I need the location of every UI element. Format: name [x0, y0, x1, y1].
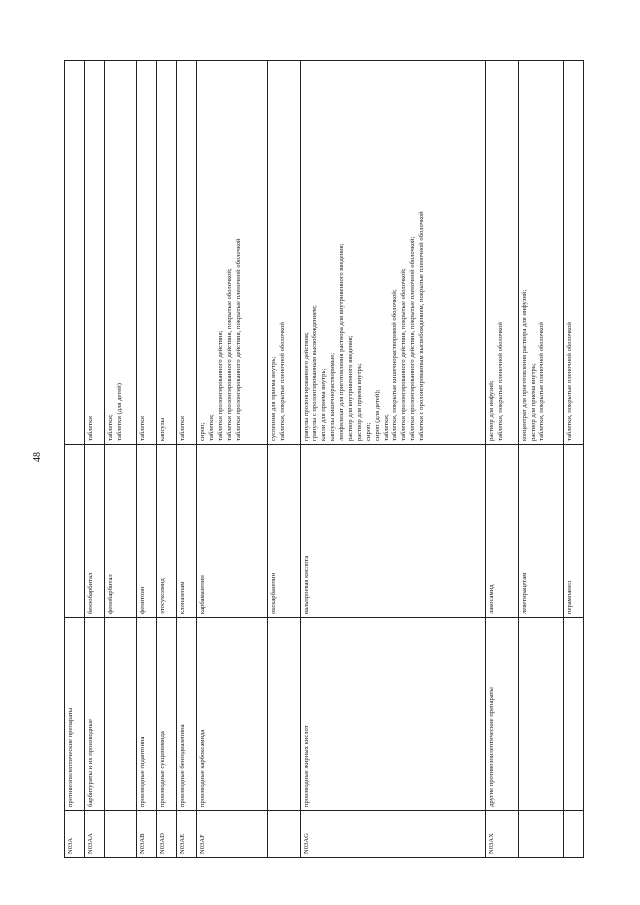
dosage-form-line: таблетки — [139, 416, 147, 441]
atc-code-cell: N03AE — [177, 811, 197, 858]
dosage-form-line: капсулы кишечнорастворимые; — [329, 353, 337, 441]
dosage-form-line: таблетки пролонгированного действия; — [216, 330, 224, 441]
atc-code-cell — [104, 811, 137, 858]
anatomic-therapeutic-group-cell — [564, 618, 584, 811]
dosage-form-line: таблетки; — [207, 414, 215, 441]
dosage-form-line: раствор для приема внутрь; — [529, 363, 537, 441]
drug-table — [64, 60, 584, 858]
drug-table-body — [65, 61, 584, 858]
anatomic-therapeutic-group-cell — [104, 618, 137, 811]
dosage-form-line: таблетки, покрытые пленочной оболочкой — [496, 322, 504, 441]
dosage-forms-cell — [518, 61, 563, 445]
anatomic-therapeutic-group-cell: производные сукцинимида — [157, 618, 177, 811]
dosage-forms-cell — [104, 61, 137, 445]
atc-code-cell — [564, 811, 584, 858]
dosage-form-line: таблетки пролонгированного действия, покрытые оболочкой; — [400, 268, 408, 441]
atc-code-cell: N03AB — [137, 811, 157, 858]
drug-name-cell: клоназепам — [177, 445, 197, 618]
anatomic-therapeutic-group-cell: производные бензодиазепина — [177, 618, 197, 811]
dosage-forms-cell — [177, 61, 197, 445]
drug-name-cell: фенитоин — [137, 445, 157, 618]
dosage-form-line: таблетки; — [106, 414, 114, 441]
dosage-form-line: сироп (для детей); — [373, 389, 381, 441]
rotated-table-container — [64, 60, 584, 858]
anatomic-therapeutic-group-cell — [518, 618, 563, 811]
anatomic-therapeutic-group-cell — [267, 618, 300, 811]
dosage-form-line: капсулы — [159, 417, 167, 441]
drug-name-cell: лакосамид — [486, 445, 519, 618]
atc-code-cell — [518, 811, 563, 858]
dosage-forms-cell — [486, 61, 519, 445]
drug-name-cell — [65, 445, 85, 618]
drug-name-cell: окскарбазепин — [267, 445, 300, 618]
dosage-form-line: суспензия для приема внутрь; — [269, 356, 277, 441]
drug-name-cell: фенобарбитал — [104, 445, 137, 618]
dosage-forms-cell — [65, 61, 85, 445]
table-row — [518, 61, 563, 858]
drug-name-cell: леветирацетам — [518, 445, 563, 618]
anatomic-therapeutic-group-cell: производные гидантоина — [137, 618, 157, 811]
dosage-form-line: гранулы с пролонгированным высвобождением; — [311, 305, 319, 441]
dosage-forms-cell — [267, 61, 300, 445]
dosage-form-line: сироп; — [199, 422, 207, 441]
dosage-forms-cell — [197, 61, 268, 445]
table-row — [300, 61, 485, 858]
drug-name-cell: вальпроевая кислота — [300, 445, 485, 618]
dosage-form-line: таблетки пролонгированного действия, покрытые оболочкой; — [225, 268, 233, 441]
dosage-form-line: концентрат для приготовления раствора для инфузий; — [520, 289, 528, 441]
dosage-form-line: раствор для инфузий; — [488, 380, 496, 441]
dosage-form-line: таблетки, покрытые пленочной оболочкой — [278, 322, 286, 441]
page-number: 48 — [32, 452, 43, 462]
dosage-form-line: гранулы пролонгированного действия; — [302, 332, 310, 441]
dosage-form-line: таблетки, покрытые кишечнорастворимой оболочкой; — [391, 289, 399, 441]
anatomic-therapeutic-group-cell: производные жирных кислот — [300, 618, 485, 811]
dosage-form-line: таблетки — [179, 416, 187, 441]
table-row — [564, 61, 584, 858]
atc-code-cell: N03AA — [84, 811, 104, 858]
drug-name-cell: бензобарбитал — [84, 445, 104, 618]
dosage-form-line: таблетки, покрытые пленочной оболочкой — [566, 322, 573, 441]
atc-code-cell — [267, 811, 300, 858]
dosage-forms-cell — [137, 61, 157, 445]
atc-code-cell: N03A — [65, 811, 85, 858]
dosage-form-line: лиофилизат для приготовления раствора для внутривенного введения; — [338, 243, 346, 441]
atc-code-cell: N03AD — [157, 811, 177, 858]
table-row — [197, 61, 268, 858]
dosage-form-line: таблетки с пролонгированным высвобождением, покрытые пленочной оболочкой — [418, 211, 426, 441]
table-row — [104, 61, 137, 858]
dosage-form-line: таблетки — [86, 416, 94, 441]
atc-code-cell: N03AF — [197, 811, 268, 858]
drug-name-cell: этосуксимид — [157, 445, 177, 618]
table-row — [157, 61, 177, 858]
dosage-forms-cell — [300, 61, 485, 445]
dosage-form-line: таблетки, покрытые пленочной оболочкой — [538, 322, 546, 441]
drug-name-cell: перампанел — [564, 445, 584, 618]
dosage-form-line: раствор для внутривенного введения; — [347, 335, 354, 441]
anatomic-therapeutic-group-cell: производные карбоксамида — [197, 618, 268, 811]
dosage-forms-cell — [157, 61, 177, 445]
dosage-form-line: таблетки пролонгированного действия, покрытые пленочной оболочкой — [234, 238, 242, 441]
atc-code-cell: N03AX — [486, 811, 519, 858]
anatomic-therapeutic-group-cell: противоэпилептические препараты — [65, 618, 85, 811]
dosage-forms-cell — [564, 61, 584, 445]
dosage-form-line: таблетки (для детей) — [115, 383, 123, 441]
dosage-forms-cell — [84, 61, 104, 445]
dosage-form-line: таблетки пролонгированного действия, покрытые пленочной оболочкой; — [409, 236, 417, 441]
table-row — [486, 61, 519, 858]
anatomic-therapeutic-group-cell: барбитураты и их производные — [84, 618, 104, 811]
table-row — [267, 61, 300, 858]
dosage-form-line: раствор для приема внутрь; — [355, 363, 363, 441]
table-row — [84, 61, 104, 858]
table-row — [65, 61, 85, 858]
dosage-form-line: таблетки; — [382, 414, 390, 441]
dosage-form-line: капли для приема внутрь; — [320, 368, 328, 441]
table-row — [137, 61, 157, 858]
anatomic-therapeutic-group-cell: другие противоэпилептические препараты — [486, 618, 519, 811]
dosage-form-line: сироп; — [364, 422, 372, 441]
drug-name-cell: карбамазепин — [197, 445, 268, 618]
table-row — [177, 61, 197, 858]
atc-code-cell: N03AG — [300, 811, 485, 858]
